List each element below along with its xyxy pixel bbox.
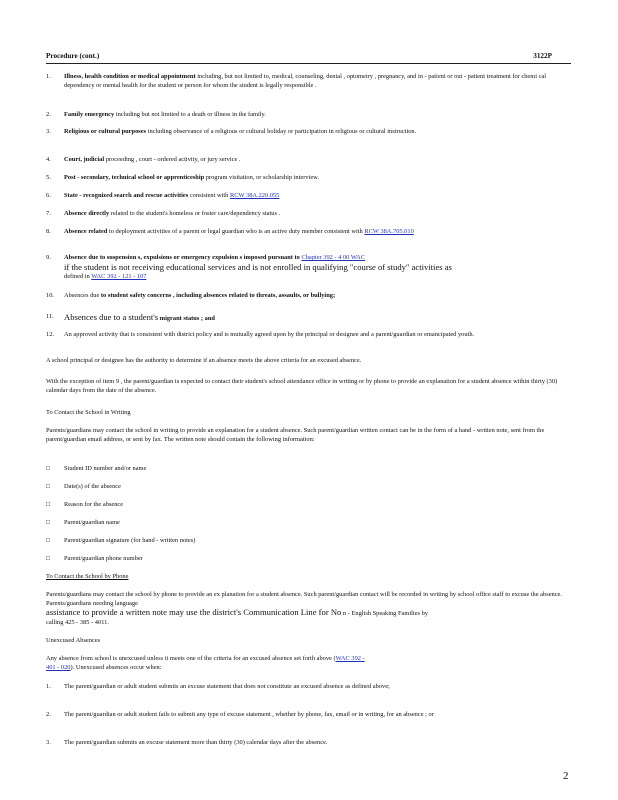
paragraph: Any absence from school is unexcused unless it meets one of the criteria for an excused absence set forth above (WAC 392 - 401 - 020). Unexcused absences occur when: bbox=[46, 655, 365, 671]
procedure-label: Procedure (cont.) bbox=[46, 52, 100, 60]
item-text: proceeding , court - ordered activity, or jury service . bbox=[104, 156, 241, 163]
item-lead: Absence due to suspension s, expulsions or emergency expulsion s imposed pursuant to bbox=[64, 254, 302, 261]
rcw-link[interactable]: RCW 38A.220.055 bbox=[229, 192, 280, 199]
item-number: 12. bbox=[46, 331, 54, 338]
item-text: consistent with bbox=[188, 192, 230, 199]
wac-link[interactable]: 401 - 020 bbox=[46, 663, 71, 671]
item-lead: Court, judicial bbox=[64, 156, 105, 163]
checkbox-icon: □ bbox=[46, 519, 50, 526]
item-number: 7. bbox=[46, 210, 51, 217]
section-heading: To Contact the School in Writing bbox=[46, 409, 131, 416]
item-text: including, but not limited to, medical, counseling, dental , optometry , pregnancy, and in - patient or out - patient treatment for chemi cal dependency or mental health for the student or person for whom the student is legally responsible . bbox=[64, 73, 547, 89]
item-number: 8. bbox=[46, 228, 51, 235]
section-heading: To Contact the School by Phone bbox=[46, 573, 129, 580]
item-text: An approved activity that is consistent with district policy and is mutually agreed upon by the principal or designee and a parent/guardian or emancipated youth. bbox=[64, 331, 475, 338]
item-number: 4. bbox=[46, 156, 51, 163]
item-number: 1. bbox=[46, 73, 51, 80]
item-enlarged-text: if the student is not receiving educational services and is not enrolled in qualifying "course of study" activities as bbox=[64, 261, 452, 272]
header-rule bbox=[46, 63, 571, 64]
paragraph: Parents/guardians may contact the school in writing to provide an explanation for a student absence. Such parent/guardian written contact can be in the form of a hand - written note, sent from the parent/guardian email address, or sent by fax. The written note should contain the following information: bbox=[46, 427, 545, 443]
item-text: migrant status ; and bbox=[158, 315, 215, 322]
item-number: 1. bbox=[46, 683, 51, 690]
paragraph: Parents/guardians may contact the school by phone to provide an ex planation for a student absence. Such parent/guardian contact will be recorded in writing by school office staff to excuse the absence. Parents/guardians needing language assistance to provide a written note may use the district's Communication Line for No n - English Speaking Families by calling 425 - 385 - 4011. bbox=[46, 591, 562, 626]
item-text: to student safety concerns , including absences related to threats, assaults, or bullying; bbox=[99, 292, 336, 299]
document-page: Procedure (cont.) 3122P 1. Illness, health condition or medical appointment including, but not limited to, medical, counseling, dental , optometry , pregnancy, and in - patient or out - patient treatment for chemi cal dependency or mental health for the student or person for whom the student is legally responsible . 2. Family emergency including but not limited to a death or illness in the family. 3. Religious or cultural purposes including observance of a religious or cultural holiday or participation in religious or cultural instruction. 4. Court, judicial proceeding , court - ordered activity, or jury service . 5. Post - secondary, technical school or apprenticeship program visitation, or scholarship interview. 6. State - recognized search and rescue activities consistent with RCW 38A.220.055 7. Absence directly related to the student's homeless or foster care/dependency status . 8. Absence related to deployment activities of a parent or legal guardian who is an active duty member consistent with RCW 38A.705.010 9. Absence due to suspension s, expulsions or emergency expulsion s imposed pursuant to Chapter 392 - 4 00 WAC if the student is not receiving educational services and is not enrolled in qualifying "course of study" activities as defined in WAC 392 - 121 - 107 10. Absences due to student safety concerns , including absences related to threats, assaults, or bullying; 11. Absences due to a student's migrant status ; and 12. An approved activity that is consistent with district policy and is mutually agreed upon by the principal or designee and a parent/guardian or emancipated youth. A school principal or designee has the authority to determine if an absence meets the above criteria for an excused absence. With the exception of item 9 , the parent/guardian is expected to contact their student's school attendance office in writing or by phone to provide an explanation for a student absence within thirty (30) calendar days from the date of the absence. To Contact the School in Writing Parents/guardians may contact the school in writing to provide an explanation for a student absence. Such parent/guardian written contact can be in the form of a hand - written note, sent from the parent/guardian email address, or sent by fax. The written note should contain the following information: □ Student ID number and/or name □ Date(s) of the absence □ Reason for the absence □ Parent/guardian name □ Parent/guardian signature (for hand - written notes) □ Parent/guardian phone number To Contact the School by Phone Parents/guardians may contact the school by phone to provide an ex planation for a student absence. Such parent/guardian contact will be recorded in writing by school office staff to excuse the absence. Parents/guardians needing language assistance to provide a written note may use the district's Communication Line for No n - English Speaking Families by calling 425 - 385 - 4011. Unexcused Absences Any absence from school is unexcused unless it meets one of the criteria for an excused absence set forth above (WAC 392 - 401 - 020). Unexcused absences occur when: 1. The parent/guardian or adult student submits an excuse statement that does not constitute an excused absence as defined above; 2. The parent/guardian or adult student fails to submit any type of excuse statement , whether by phone, fax, email or in writing, for an absence ; or 3. The parent/guardian submits an excuse statement more than thirty (30) calendar days after the absence. 2 bbox=[0, 0, 618, 800]
item-number: 6. bbox=[46, 192, 51, 199]
checkbox-icon: □ bbox=[46, 483, 50, 490]
section-heading: Unexcused Absences bbox=[46, 637, 101, 644]
paragraph: With the exception of item 9 , the parent/guardian is expected to contact their student's school attendance office in writing or by phone to provide an explanation for a student absence within thirty (30) calendar days from the date of the absence. bbox=[46, 378, 558, 394]
checkbox-icon: □ bbox=[46, 555, 50, 562]
item-number: 5. bbox=[46, 174, 51, 181]
checkbox-icon: □ bbox=[46, 537, 50, 544]
item-number: 9. bbox=[46, 254, 51, 261]
checkbox-icon: □ bbox=[46, 465, 50, 472]
item-number: 10. bbox=[46, 292, 54, 299]
item-text: including but not limited to a death or illness in the family. bbox=[114, 111, 266, 118]
procedure-code: 3122P bbox=[533, 52, 552, 60]
item-number: 2. bbox=[46, 711, 51, 718]
item-lead: Absences due bbox=[64, 292, 100, 299]
item-lead: Absences due to a student's bbox=[64, 312, 159, 322]
item-text: The parent/guardian or adult student fails to submit any type of excuse statement , whether by phone, fax, email or in writing, for an absence ; or bbox=[64, 711, 434, 718]
item-number: 11. bbox=[46, 313, 54, 320]
item-lead: State - recognized search and rescue activities bbox=[64, 192, 189, 199]
item-text: The parent/guardian submits an excuse statement more than thirty (30) calendar days after the absence. bbox=[64, 739, 328, 746]
rcw-link[interactable]: RCW 38A.705.010 bbox=[364, 228, 414, 235]
paragraph: A school principal or designee has the authority to determine if an absence meets the above criteria for an excused absence. bbox=[46, 357, 362, 364]
enlarged-text: assistance to provide a written note may use the district's Communication Line for No bbox=[46, 607, 342, 617]
item-lead: Absence directly bbox=[64, 210, 110, 217]
item-text: program visitation, or scholarship interview. bbox=[204, 174, 319, 181]
wac-link[interactable]: WAC 392 - 121 - 107 bbox=[91, 273, 147, 280]
item-text: related to the student's homeless or foster care/dependency status . bbox=[109, 210, 281, 217]
item-text: to deployment activities of a parent or legal guardian who is an active duty member consistent with bbox=[107, 228, 365, 235]
item-text: including observance of a religious or cultural holiday or participation in religious or cultural instruction. bbox=[146, 128, 417, 135]
item-lead: Illness, health condition or medical appointment bbox=[64, 73, 196, 80]
item-number: 3. bbox=[46, 128, 51, 135]
wac-link[interactable]: WAC 392 - bbox=[335, 655, 365, 662]
item-lead: Post - secondary, technical school or apprenticeship bbox=[64, 174, 205, 181]
item-lead: Religious or cultural purposes bbox=[64, 128, 147, 135]
item-number: 3. bbox=[46, 739, 51, 746]
checkbox-icon: □ bbox=[46, 501, 50, 508]
item-lead: Family emergency bbox=[64, 111, 115, 118]
item-text: defined in bbox=[64, 273, 92, 280]
page-number: 2 bbox=[563, 770, 569, 782]
item-lead: Absence related bbox=[64, 228, 108, 235]
item-text: The parent/guardian or adult student submits an excuse statement that does not constitute an excused absence as defined above; bbox=[64, 683, 390, 690]
list-item bbox=[46, 73, 566, 99]
wac-chapter-link[interactable]: Chapter 392 - 4 00 WAC bbox=[301, 254, 366, 261]
item-number: 2. bbox=[46, 111, 51, 118]
